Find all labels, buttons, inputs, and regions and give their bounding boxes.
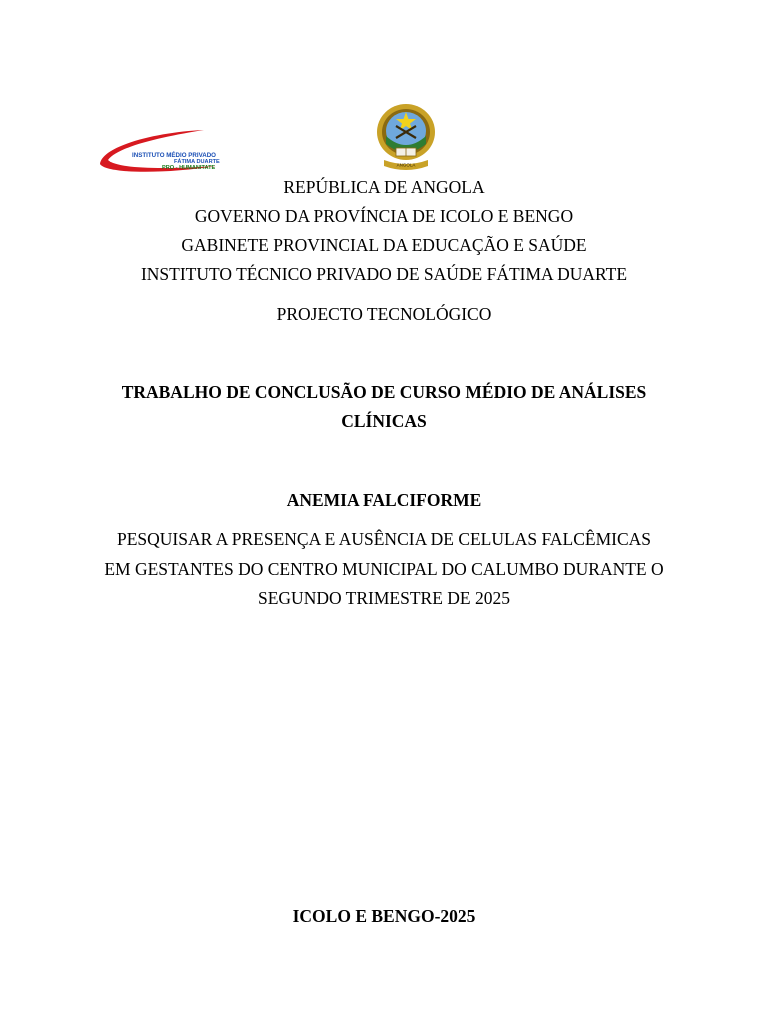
footer-place-year: ICOLO E BENGO-2025 bbox=[292, 906, 476, 926]
institute-logo-motto: PRO - HUMANITATE bbox=[162, 165, 216, 171]
subtitle-line-1: PESQUISAR A PRESENÇA E AUSÊNCIA DE CELULAS FALCÊMICAS bbox=[117, 529, 651, 549]
emblem-banner-text: ANGOLA bbox=[396, 162, 416, 168]
theme-title: ANEMIA FALCIFORME bbox=[286, 490, 482, 510]
header-country: REPÚBLICA DE ANGOLA bbox=[283, 177, 485, 197]
header-institute: INSTITUTO TÉCNICO PRIVADO DE SAÚDE FÁTIMA DUARTE bbox=[140, 264, 628, 284]
work-title-line-2: CLÍNICAS bbox=[341, 411, 427, 431]
subtitle-line-3: SEGUNDO TRIMESTRE DE 2025 bbox=[258, 588, 510, 608]
angola-coat-of-arms-icon bbox=[374, 102, 438, 172]
institute-swoosh-logo bbox=[96, 126, 236, 174]
institute-logo-text-2: FÁTIMA DUARTE bbox=[174, 159, 220, 165]
project-type: PROJECTO TECNOLÓGICO bbox=[276, 304, 492, 324]
header-government: GOVERNO DA PROVÍNCIA DE ICOLO E BENGO bbox=[194, 206, 574, 226]
subtitle-line-2: EM GESTANTES DO CENTRO MUNICIPAL DO CALUMBO DURANTE O bbox=[104, 559, 664, 579]
institute-logo-text-1: INSTITUTO MÉDIO PRIVADO bbox=[132, 152, 216, 159]
work-title-line-1: TRABALHO DE CONCLUSÃO DE CURSO MÉDIO DE ANÁLISES bbox=[121, 382, 647, 402]
header-cabinet: GABINETE PROVINCIAL DA EDUCAÇÃO E SAÚDE bbox=[181, 235, 587, 255]
